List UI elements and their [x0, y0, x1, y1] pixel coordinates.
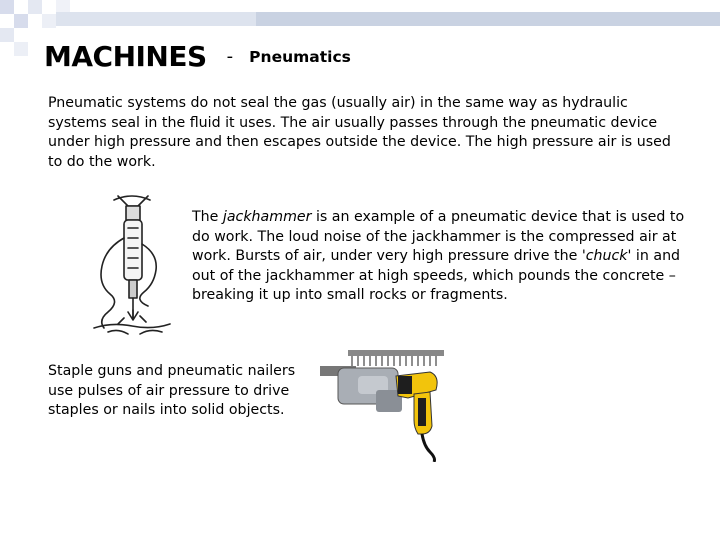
subtitle-text: Pneumatics [249, 48, 351, 66]
chuck-term: 'chuck' [581, 248, 632, 264]
title-text: MACHINES [44, 40, 207, 73]
jackhammer-paragraph [192, 208, 692, 306]
jackhammer-pre: The [192, 209, 223, 225]
slide-title [44, 40, 351, 73]
intro-text: do not seal the gas (usually air) in the same way as hydraulic systems seal in the fluid it uses. The air usually passes through the pneumatic device under high pressure and then escapes outside the device. The high pressure air is used to do the work. [48, 95, 671, 170]
title-dash: - [226, 46, 234, 67]
intro-lead: Pneumatic systems [48, 95, 187, 111]
intro-paragraph [48, 94, 688, 172]
jackhammer-post: in and out of the jackhammer at high speeds, which pounds the concrete – breaking it up into small rocks or fragments. [192, 248, 681, 303]
jackhammer-mid: is an example of a pneumatic device that is used to do work. The loud noise of the jackhammer is the compressed air at work. Bursts of air, under very high pressure drive the [192, 209, 685, 264]
staple-paragraph: Staple guns and pneumatic nailers use pulses of air pressure to drive staples or nails into solid objects. [48, 363, 296, 418]
jackhammer-term: jackhammer [222, 209, 312, 225]
drill-icon [318, 346, 448, 462]
jackhammer-icon [88, 188, 176, 338]
